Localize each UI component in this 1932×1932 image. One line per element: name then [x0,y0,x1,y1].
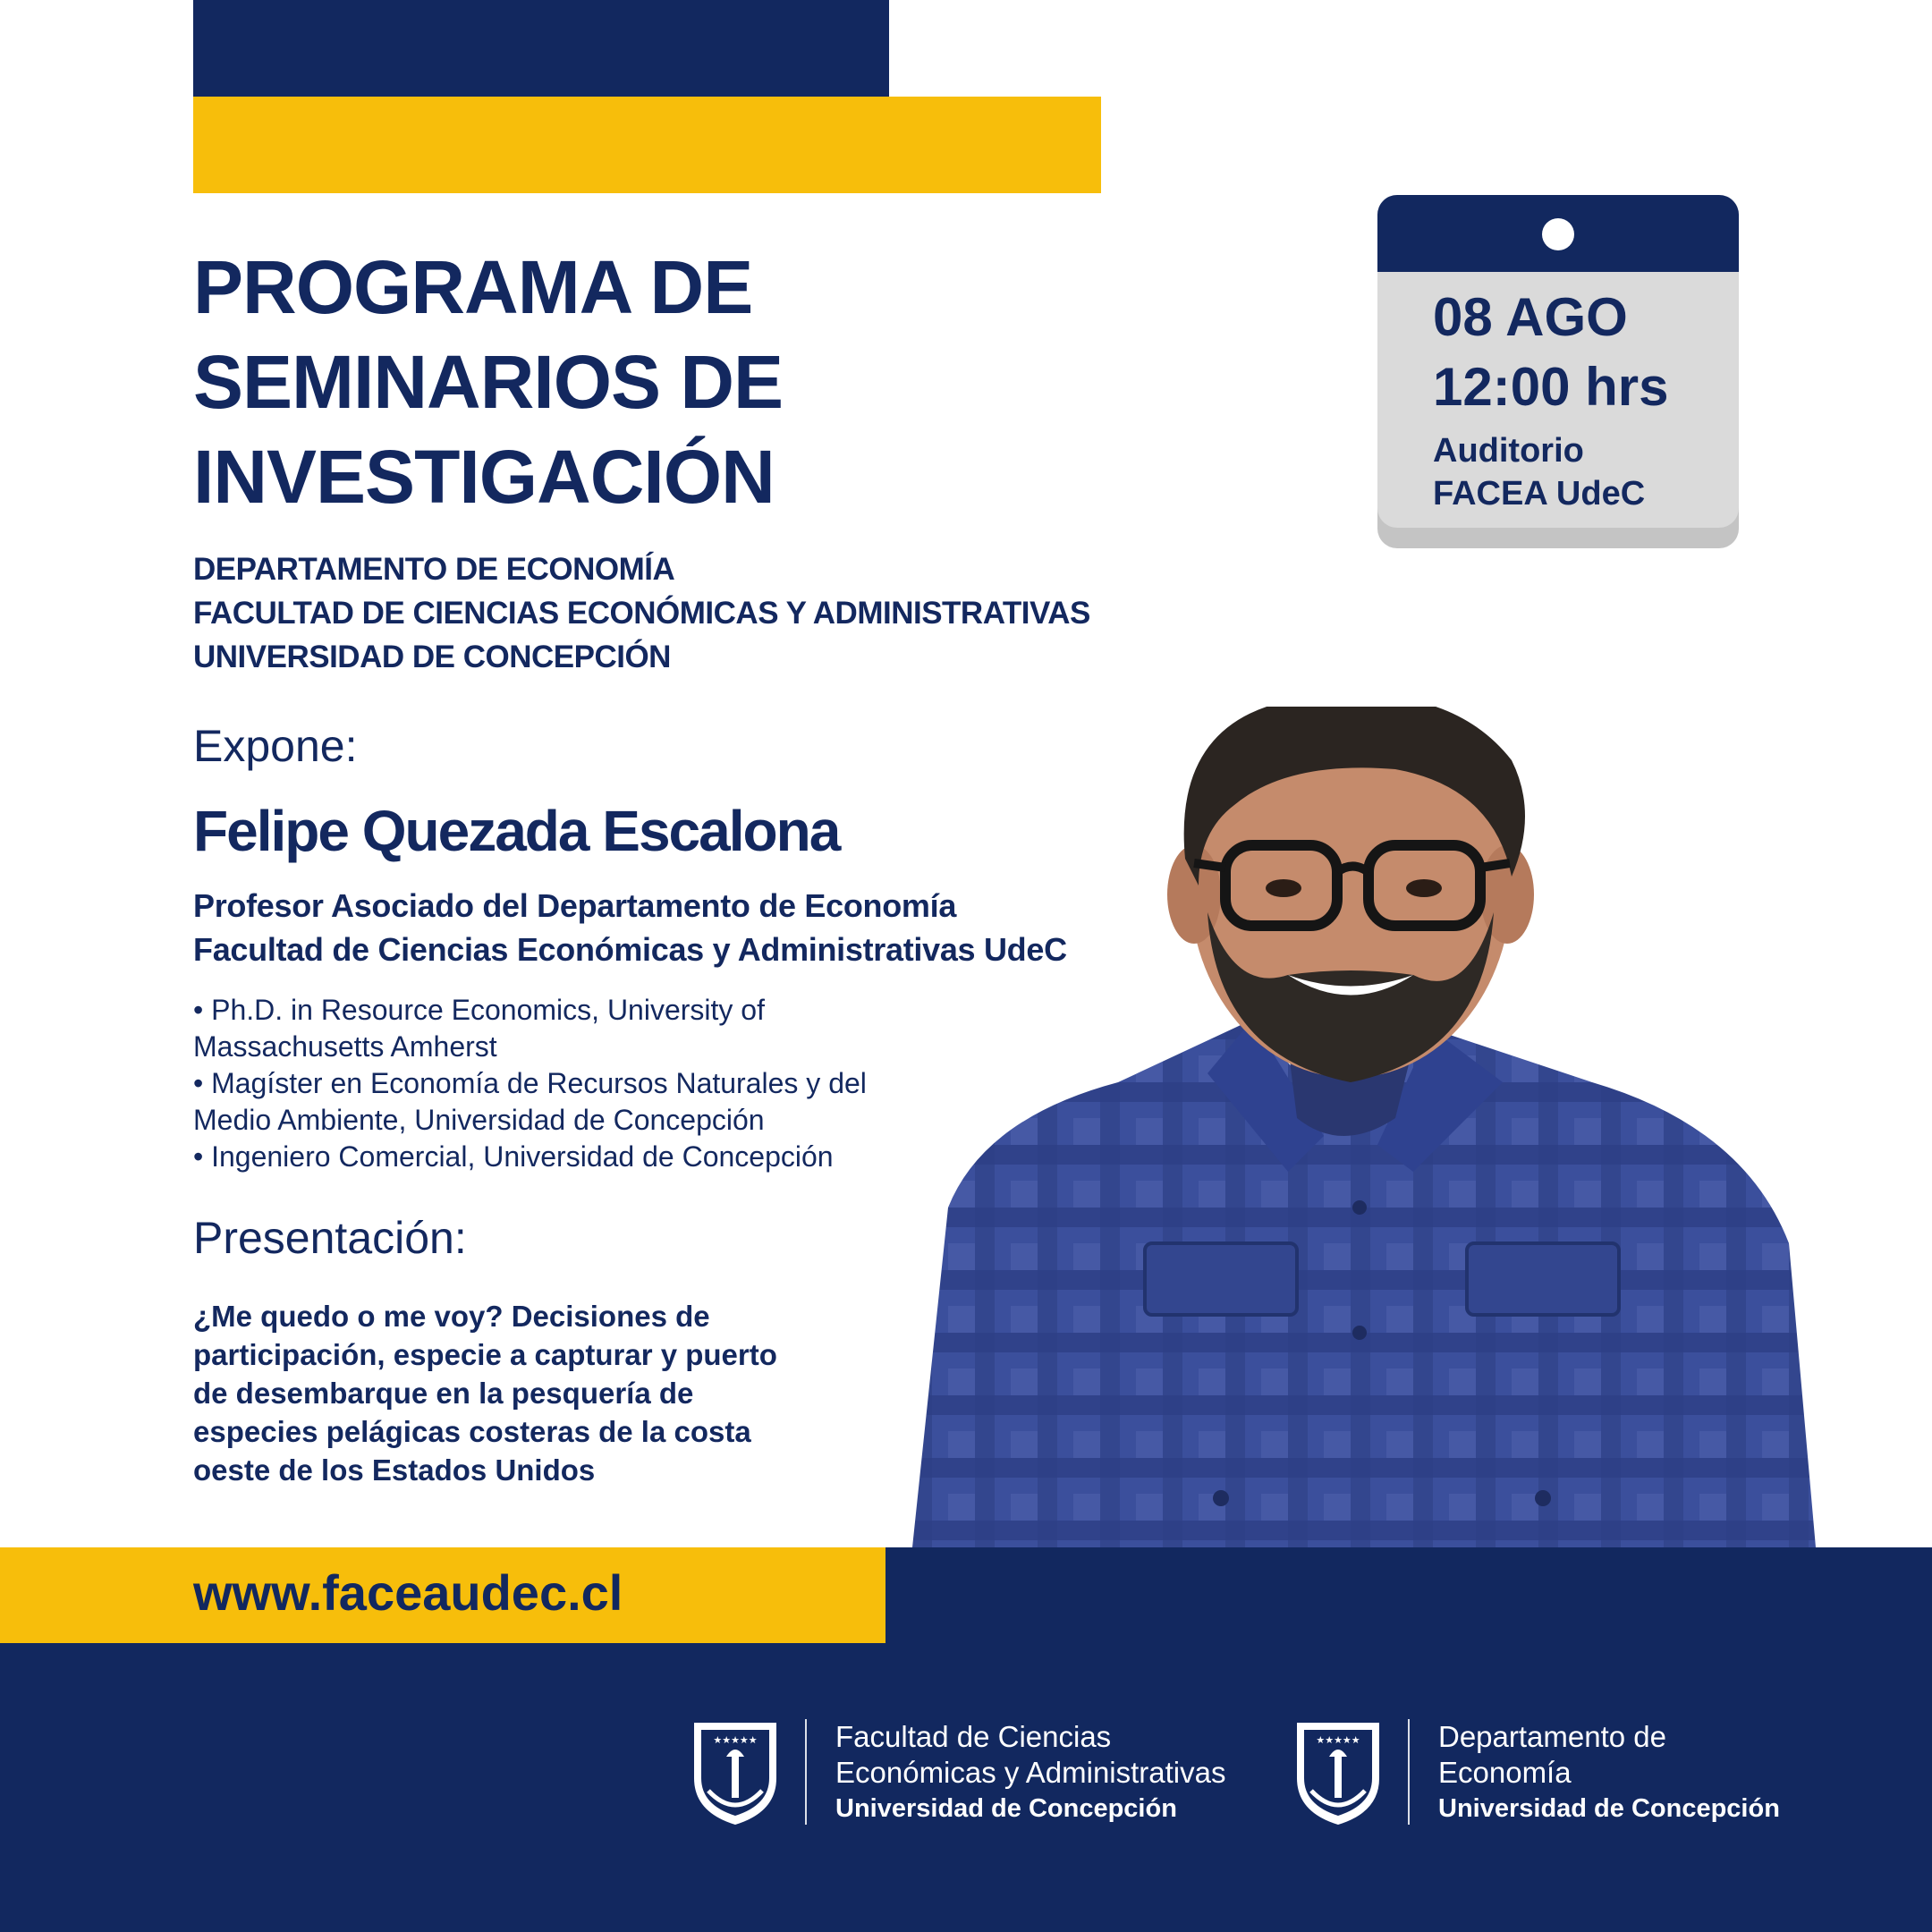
speaker-name: Felipe Quezada Escalona [193,799,840,863]
university-crest-icon [1293,1719,1383,1828]
venue-line-1: Auditorio [1433,432,1584,470]
org-faculty: FACULTAD DE CIENCIAS ECONÓMICAS Y ADMINISTRATIVAS [193,596,1090,631]
org-department: DEPARTAMENTO DE ECONOMÍA [193,552,675,587]
credential-line: • Ingeniero Comercial, Universidad de Concepción [193,1140,834,1173]
top-navy-bar [193,0,889,97]
logo-divider [805,1719,807,1825]
university-crest-icon [691,1719,780,1828]
organization-block [193,547,1090,679]
website-link[interactable]: www.faceaudec.cl [193,1564,623,1621]
department-logo-text [1438,1719,1780,1826]
department-line-1: Departamento de [1438,1720,1666,1753]
event-date: 08 AGO [1433,287,1628,347]
calendar-ring-hole [1542,218,1574,250]
role-line-2: Facultad de Ciencias Económicas y Administrativas UdeC [193,931,1067,968]
talk-line: especies pelágicas costeras de la costa [193,1415,751,1448]
talk-line: de desembarque en la pesquería de [193,1377,694,1410]
title-line-2: SEMINARIOS DE [193,340,784,424]
speaker-label: Expone: [193,721,358,771]
credential-line: • Ph.D. in Resource Economics, University of [193,994,765,1026]
credential-line: Massachusetts Amherst [193,1030,497,1063]
calendar-card [1377,195,1739,528]
page-title [193,240,1177,524]
event-time: 12:00 hrs [1433,357,1669,417]
talk-line: participación, especie a capturar y puerto [193,1338,777,1371]
role-line-1: Profesor Asociado del Departamento de Economía [193,887,957,924]
org-university: UNIVERSIDAD DE CONCEPCIÓN [193,640,671,674]
top-yellow-bar [193,97,1101,193]
venue-line-2: FACEA UdeC [1433,475,1646,513]
presentation-label: Presentación: [193,1213,467,1263]
faculty-logo-text [835,1719,1226,1826]
talk-line: oeste de los Estados Unidos [193,1453,596,1487]
department-line-3: Universidad de Concepción [1438,1794,1780,1823]
talk-line: ¿Me quedo o me voy? Decisiones de [193,1300,710,1333]
presentation-title [193,1297,900,1489]
svg-text:★★★★★: ★★★★★ [713,1734,758,1746]
department-line-2: Economía [1438,1756,1572,1789]
calendar-icon [1377,195,1739,548]
faculty-line-1: Facultad de Ciencias [835,1720,1112,1753]
speaker-credentials [193,992,998,1175]
credential-line: Medio Ambiente, Universidad de Concepción [193,1104,765,1136]
faculty-line-2: Económicas y Administrativas [835,1756,1226,1789]
speaker-photo [912,707,1816,1547]
title-line-1: PROGRAMA DE [193,245,753,329]
logo-divider [1408,1719,1410,1825]
title-line-3: INVESTIGACIÓN [193,435,775,519]
calendar-header [1377,195,1739,272]
credential-line: • Magíster en Economía de Recursos Naturales y del [193,1067,867,1099]
faculty-line-3: Universidad de Concepción [835,1794,1177,1823]
event-venue [1433,429,1645,515]
svg-text:★★★★★: ★★★★★ [1316,1734,1360,1746]
